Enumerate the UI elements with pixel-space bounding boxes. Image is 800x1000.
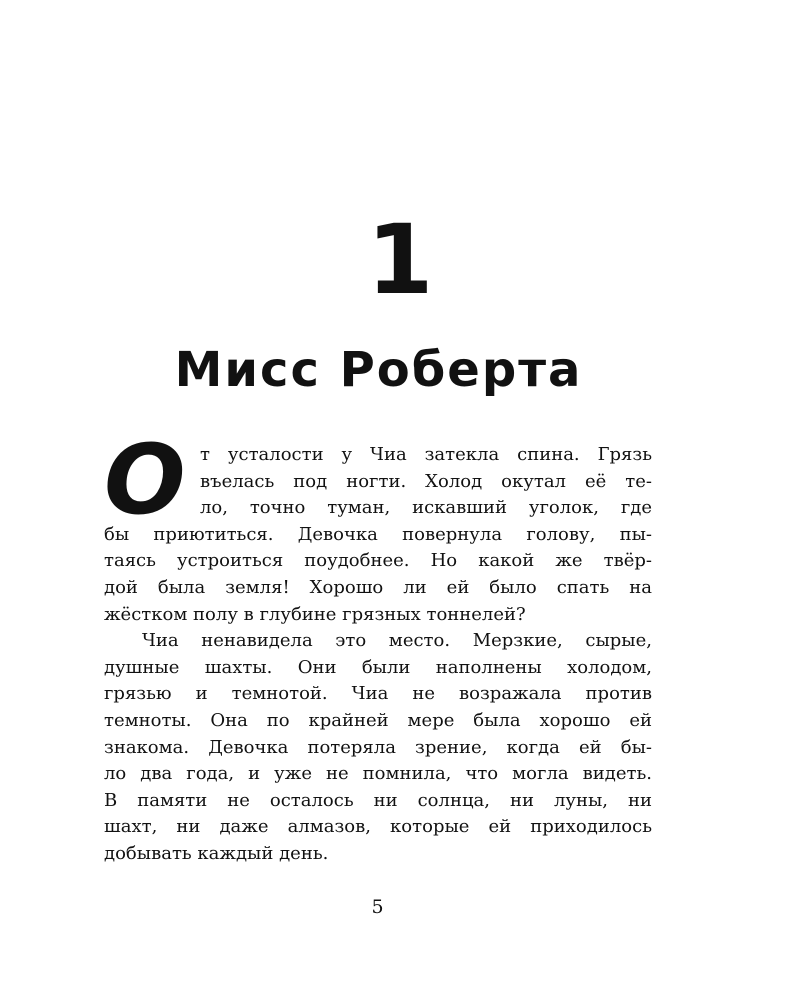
text-line: темноты. Она по крайней мере была хорошо ей [104, 709, 652, 731]
chapter-title: Мисс Роберта [174, 342, 583, 398]
text-line: дой была земля! Хорошо ли ей было спать на [104, 576, 652, 598]
text-line: знакома. Девочка потеряла зрение, когда ей бы- [104, 736, 652, 758]
text-line: В памяти не осталось ни солнца, ни луны, ни [104, 789, 652, 811]
text-line: жёстком полу в глубине грязных тоннелей? [104, 603, 526, 625]
drop-cap: О [104, 424, 186, 536]
text-line: Чиа ненавидела это место. Мерзкие, сырые, [142, 630, 652, 652]
text-line: шахт, ни даже алмазов, которые ей приходилось [104, 816, 652, 838]
text-line: ло два года, и уже не помнила, что могла видеть. [104, 763, 652, 785]
text-line: въелась под ногти. Холод окутал её те- [200, 470, 652, 492]
text-line: бы приютиться. Девочка повернула голову, пы- [104, 523, 652, 545]
text-line: добывать каждый день. [104, 842, 329, 864]
text-line: таясь устроиться поудобнее. Но какой же твёр- [104, 550, 652, 572]
paragraph-1 [104, 442, 652, 628]
text-line: т усталости у Чиа затекла спина. Грязь [200, 444, 652, 465]
chapter-body [104, 442, 652, 868]
chapter-number: 1 [366, 204, 434, 316]
page-number: 5 [371, 896, 384, 918]
paragraph-2 [104, 628, 652, 867]
text-line: душные шахты. Они были наполнены холодом, [104, 656, 652, 678]
text-line: ло, точно туман, искавший уголок, где [200, 497, 652, 519]
text-line: грязью и темнотой. Чиа не возражала против [104, 683, 652, 705]
